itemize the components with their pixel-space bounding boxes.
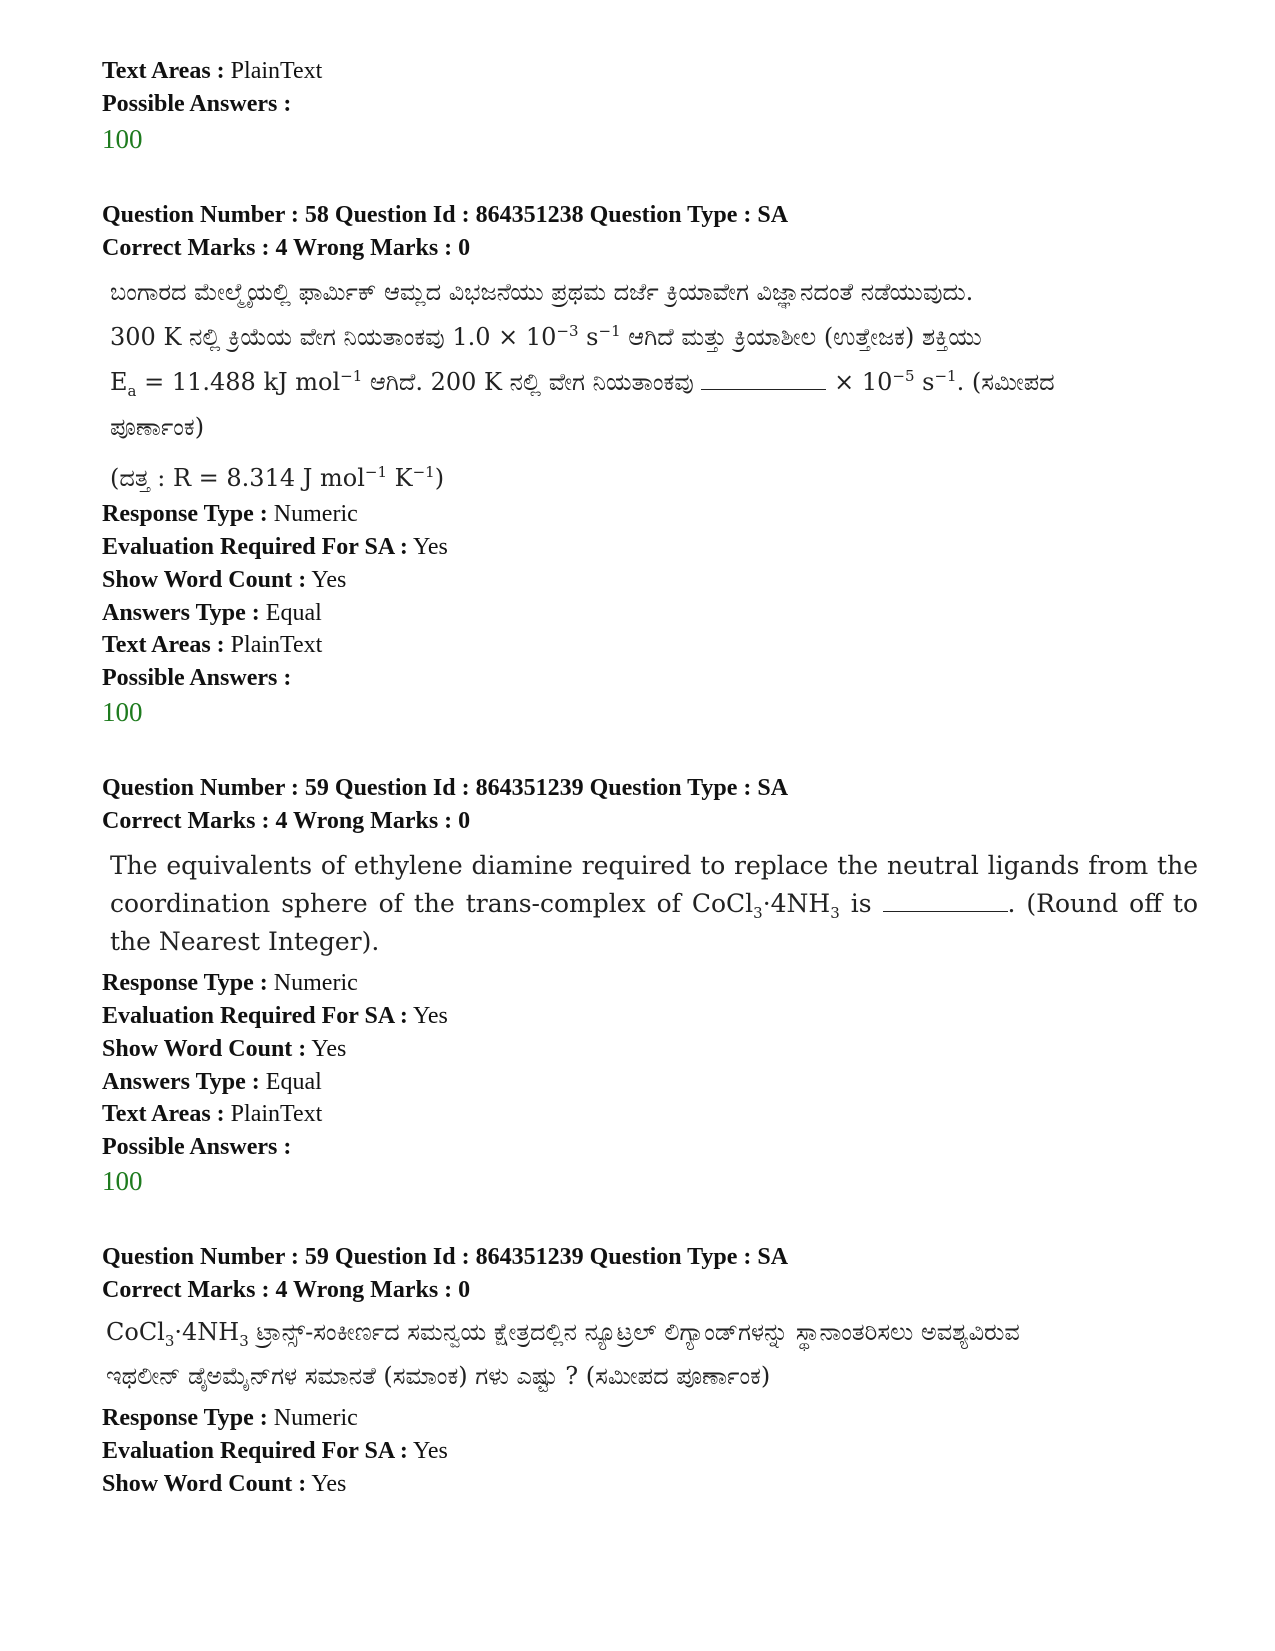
- question-header: Question Number : 59 Question Id : 864351239 Question Type : SA: [102, 1244, 789, 1270]
- field-row: Response Type : Numeric: [102, 1405, 358, 1431]
- text-areas-row: [102, 56, 322, 86]
- question-header: Question Number : 59 Question Id : 864351239 Question Type : SA: [102, 775, 789, 801]
- question-header: Question Number : 58 Question Id : 864351238 Question Type : SA: [102, 202, 789, 228]
- question-text-english: The equivalents of ethylene diamine required to replace the neutral ligands from the coordination sphere of the trans-complex of $CoCl_3\cdot 4NH_3$ is . (Round off to the Nearest Integer).: [110, 851, 1199, 956]
- answer-blank: [701, 367, 826, 390]
- question-text-kannada: [110, 270, 1198, 501]
- field-row: Response Type : Numeric: [102, 970, 358, 996]
- question-marks: Correct Marks : 4 Wrong Marks : 0: [102, 1277, 471, 1303]
- field-value: PlainText: [230, 58, 323, 84]
- possible-answer: 100: [102, 697, 143, 727]
- field-row: Show Word Count : Yes: [102, 567, 347, 593]
- question-text-kannada: [106, 1310, 1194, 1398]
- field-row: Answers Type : Equal: [102, 1069, 322, 1095]
- question-line: ಬಂಗಾರದ ಮೇಲ್ಮೈಯಲ್ಲಿ ಫಾರ್ಮಿಕ್ ಆಮ್ಲದ ವಿಭಜನೆಯು ಪ್ರಥಮ ದರ್ಜೆ ಕ್ರಿಯಾವೇಗ ವಿಜ್ಞಾನದಂತೆ ನಡೆಯುವುದು.: [110, 278, 974, 306]
- field-row: Possible Answers :: [102, 665, 292, 691]
- question-marks: Correct Marks : 4 Wrong Marks : 0: [102, 808, 471, 834]
- field-row: Answers Type : Equal: [102, 600, 322, 626]
- field-row: Possible Answers :: [102, 1134, 292, 1160]
- field-row: Response Type : Numeric: [102, 501, 358, 527]
- question-line: 300 K ನಲ್ಲಿ ಕ್ರಿಯೆಯ ವೇಗ ನಿಯತಾಂಕವು $1.0 \times 10^{-3}$ $s^{-1}$ ಆಗಿದೆ ಮತ್ತು ಕ್ರಿಯಾಶೀಲ (ಉತ್ತೇಜಕ) ಶಕ್ತಿಯು: [110, 322, 982, 351]
- possible-answers-label: Possible Answers :: [102, 91, 292, 117]
- answer-blank: [883, 889, 1008, 912]
- question-line: ಪೂರ್ಣಾಂಕ): [110, 413, 205, 441]
- field-row: Show Word Count : Yes: [102, 1471, 347, 1497]
- possible-answer: 100: [102, 124, 143, 154]
- field-row: Evaluation Required For SA : Yes: [102, 1438, 448, 1464]
- given-data: (ದತ್ತ : R = 8.314 J mol$^{-1}$ $K^{-1}$): [110, 463, 445, 492]
- question-marks: Correct Marks : 4 Wrong Marks : 0: [102, 235, 471, 261]
- field-row: Text Areas : PlainText: [102, 632, 323, 658]
- question-line: ಇಥಲೀನ್ ಡೈಅಮೈನ್‌ಗಳ ಸಮಾನತೆ (ಸಮಾಂಕ) ಗಳು ಎಷ್ಟು ? (ಸಮೀಪದ ಪೂರ್ಣಾಂಕ): [106, 1362, 771, 1390]
- possible-answer: 100: [102, 1166, 143, 1196]
- question-line: $CoCl_3\cdot 4NH_3$ ಟ್ರಾನ್ಸ್-ಸಂಕೀರ್ಣದ ಸಮನ್ವಯ ಕ್ಷೇತ್ರದಲ್ಲಿನ ನ್ಯೂಟ್ರಲ್ ಲಿಗ್ಯಾಂಡ್‌ಗಳನ್ನು ಸ್ಥಾನಾಂತರಿಸಲು ಅವಶ್ಯವಿರುವ: [106, 1318, 1020, 1350]
- field-row: Evaluation Required For SA : Yes: [102, 1003, 448, 1029]
- field-row: Show Word Count : Yes: [102, 1036, 347, 1062]
- field-label: Text Areas :: [102, 58, 225, 84]
- question-line: $E_a = 11.488$ kJ mol$^{-1}$ ಆಗಿದೆ. 200 K ನಲ್ಲಿ ವೇಗ ನಿಯತಾಂಕವು × $10^{-5}$ $s^{-1}$. (ಸಮೀಪದ: [110, 367, 1055, 400]
- field-row: Evaluation Required For SA : Yes: [102, 534, 448, 560]
- field-row: Text Areas : PlainText: [102, 1101, 323, 1127]
